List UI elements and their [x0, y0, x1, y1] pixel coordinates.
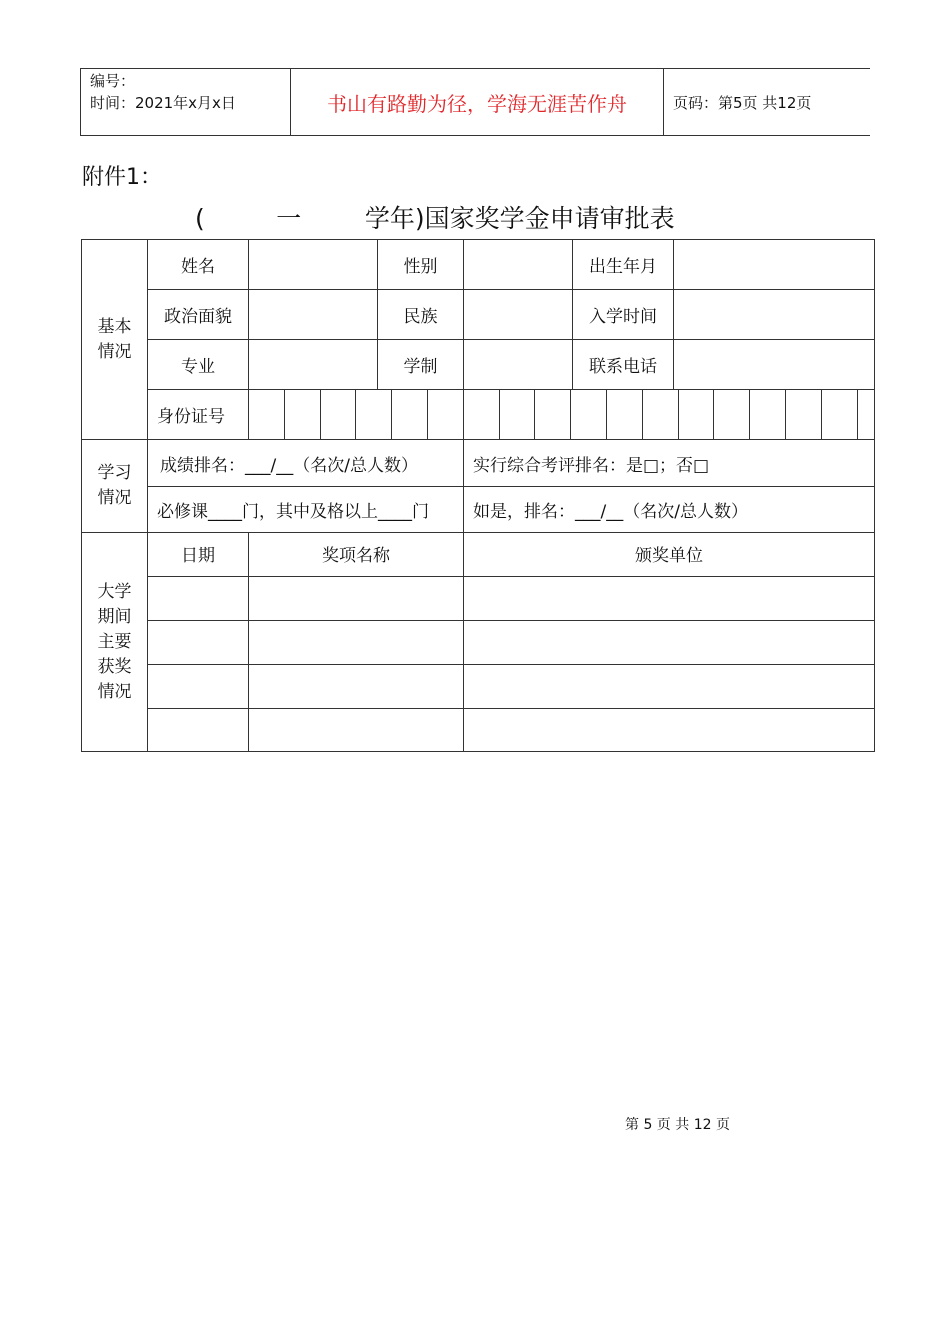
label-birth: 出生年月 — [573, 240, 674, 290]
id-digit-cell[interactable] — [606, 390, 642, 439]
section-label-line: 期间 — [97, 606, 132, 627]
section-awards — [82, 533, 148, 752]
label-gender: 性别 — [378, 240, 464, 290]
id-digits — [249, 390, 875, 440]
label-id: 身份证号 — [148, 390, 249, 440]
col-date: 日期 — [148, 533, 249, 577]
id-digit-cell[interactable] — [356, 390, 392, 439]
field-name[interactable] — [249, 240, 378, 290]
field-political[interactable] — [249, 290, 378, 340]
section-label-line: 情况 — [97, 681, 132, 702]
id-digit-cell[interactable] — [714, 390, 750, 439]
document-header — [80, 68, 870, 136]
id-digit-cell[interactable] — [427, 390, 463, 439]
courses-line[interactable]: 必修课____门，其中及格以上____门 — [148, 487, 464, 533]
id-digit-cell[interactable] — [821, 390, 857, 439]
award-name-cell[interactable] — [249, 709, 464, 752]
attachment-label: 附件1： — [82, 165, 162, 190]
label-ethnicity: 民族 — [378, 290, 464, 340]
award-date-cell[interactable] — [148, 621, 249, 665]
section-label-line: 获奖 — [97, 656, 132, 677]
eval-line[interactable]: 实行综合考评排名：是□；否□ — [464, 440, 875, 487]
page-footer: 第 5 页 共 12 页 — [625, 1117, 730, 1133]
label-major: 专业 — [148, 340, 249, 390]
id-digit-cell[interactable] — [750, 390, 786, 439]
award-issuer-cell[interactable] — [464, 665, 875, 709]
form-title: ( 一 学年)国家奖学金申请审批表 — [195, 204, 675, 233]
award-name-cell[interactable] — [249, 577, 464, 621]
id-digit-cell[interactable] — [535, 390, 571, 439]
id-digit-cell[interactable] — [499, 390, 535, 439]
section-basic — [82, 240, 148, 440]
col-issuer: 颁奖单位 — [464, 533, 875, 577]
date-label: 时间：2021年x月x日 — [90, 94, 236, 112]
field-gender[interactable] — [464, 240, 573, 290]
field-major[interactable] — [249, 340, 378, 390]
section-label-line: 大学 — [97, 581, 132, 602]
award-issuer-cell[interactable] — [464, 709, 875, 752]
field-ethnicity[interactable] — [464, 290, 573, 340]
award-date-cell[interactable] — [148, 709, 249, 752]
number-label: 编号： — [90, 72, 136, 90]
label-political: 政治面貌 — [148, 290, 249, 340]
award-date-cell[interactable] — [148, 577, 249, 621]
award-name-cell[interactable] — [249, 665, 464, 709]
id-digit-cell[interactable] — [678, 390, 714, 439]
id-digit-cell[interactable] — [284, 390, 320, 439]
id-digit-cell[interactable] — [785, 390, 821, 439]
col-award-name: 奖项名称 — [249, 533, 464, 577]
application-form — [81, 239, 875, 752]
field-length[interactable] — [464, 340, 573, 390]
id-digit-cell[interactable] — [249, 390, 284, 439]
id-digit-cell[interactable] — [320, 390, 356, 439]
section-label-line: 情况 — [97, 341, 132, 362]
label-length: 学制 — [378, 340, 464, 390]
award-issuer-cell[interactable] — [464, 577, 875, 621]
award-issuer-cell[interactable] — [464, 621, 875, 665]
id-digit-cell[interactable] — [392, 390, 428, 439]
field-phone[interactable] — [674, 340, 875, 390]
award-name-cell[interactable] — [249, 621, 464, 665]
field-enroll[interactable] — [674, 290, 875, 340]
label-phone: 联系电话 — [573, 340, 674, 390]
id-digit-cell[interactable] — [857, 390, 892, 439]
section-label-line: 情况 — [97, 488, 132, 508]
motto: 书山有路勤为径，学海无涯苦作舟 — [291, 69, 664, 136]
section-study — [82, 440, 148, 533]
label-name: 姓名 — [148, 240, 249, 290]
field-birth[interactable] — [674, 240, 875, 290]
section-label-line: 学习 — [97, 463, 132, 483]
award-date-cell[interactable] — [148, 665, 249, 709]
page-label: 页码：第5页 共12页 — [664, 69, 871, 136]
id-digit-cell[interactable] — [571, 390, 607, 439]
ifyes-line[interactable]: 如是，排名：___/__（名次/总人数） — [464, 487, 875, 533]
label-enroll: 入学时间 — [573, 290, 674, 340]
section-label-line: 主要 — [97, 631, 132, 652]
header-meta — [81, 69, 291, 136]
id-digit-cell[interactable] — [642, 390, 678, 439]
rank-line[interactable]: 成绩排名：___/__（名次/总人数） — [148, 440, 464, 487]
section-label-line: 基本 — [97, 316, 132, 337]
id-digit-cell[interactable] — [463, 390, 499, 439]
